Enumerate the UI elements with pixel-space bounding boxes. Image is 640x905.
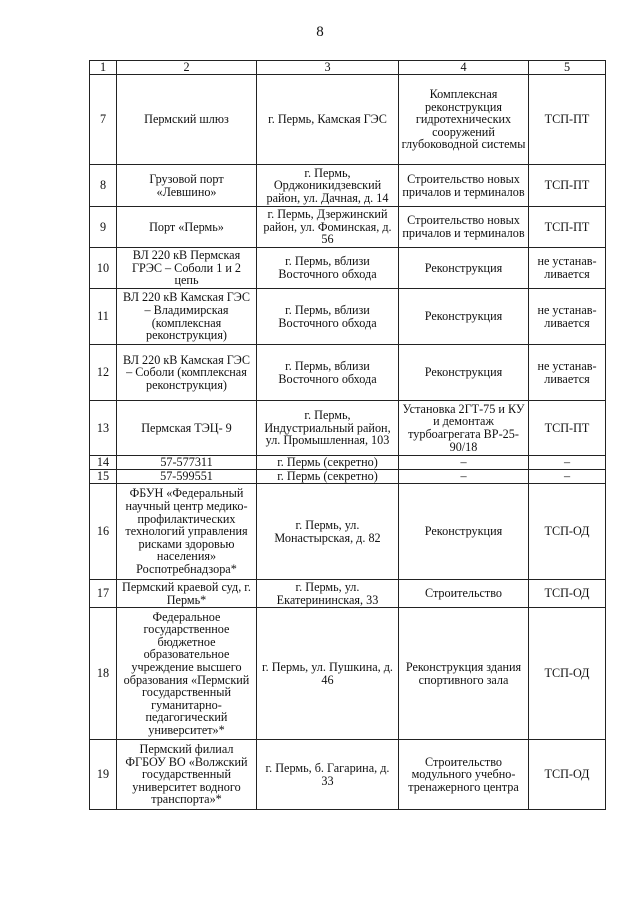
object-location: г. Пермь (секретно) (257, 470, 399, 484)
header-cell: 1 (90, 61, 117, 75)
object-name: Пермский филиал ФГБОУ ВО «Волжский государственный университет водного транспорта»* (117, 740, 257, 810)
row-number: 19 (90, 740, 117, 810)
category: ТСП-ОД (529, 484, 606, 580)
object-location: г. Пермь, вблизи Восточного обхода (257, 248, 399, 289)
category: не устанав-ливается (529, 248, 606, 289)
table-row (90, 484, 606, 580)
row-number: 9 (90, 207, 117, 248)
table-row (90, 345, 606, 401)
row-number: 17 (90, 580, 117, 608)
category: ТСП-ПТ (529, 75, 606, 165)
object-location: г. Пермь, б. Гагарина, д. 33 (257, 740, 399, 810)
work-type: Реконструкция (399, 289, 529, 345)
work-type: Строительство новых причалов и терминалов (399, 207, 529, 248)
object-location: г. Пермь, Дзержинский район, ул. Фоминская, д. 56 (257, 207, 399, 248)
table-row (90, 248, 606, 289)
category: – (529, 470, 606, 484)
object-name: Пермская ТЭЦ- 9 (117, 401, 257, 456)
table-row (90, 289, 606, 345)
work-type: Реконструкция здания спортивного зала (399, 608, 529, 740)
object-name: ВЛ 220 кВ Камская ГЭС – Соболи (комплексная реконструкция) (117, 345, 257, 401)
category: ТСП-ОД (529, 740, 606, 810)
row-number: 10 (90, 248, 117, 289)
work-type: – (399, 456, 529, 470)
row-number: 12 (90, 345, 117, 401)
header-cell: 4 (399, 61, 529, 75)
category: ТСП-ОД (529, 580, 606, 608)
table-row (90, 75, 606, 165)
row-number: 18 (90, 608, 117, 740)
object-location: г. Пермь, Индустриальный район, ул. Промышленная, 103 (257, 401, 399, 456)
object-location: г. Пермь, вблизи Восточного обхода (257, 345, 399, 401)
table-row (90, 207, 606, 248)
category: не устанав-ливается (529, 289, 606, 345)
object-location: г. Пермь, Орджоникидзевский район, ул. Дачная, д. 14 (257, 165, 399, 207)
header-cell: 3 (257, 61, 399, 75)
row-number: 11 (90, 289, 117, 345)
object-name: ВЛ 220 кВ Пермская ГРЭС – Соболи 1 и 2 цепь (117, 248, 257, 289)
row-number: 14 (90, 456, 117, 470)
table-row (90, 456, 606, 470)
object-name: ФБУН «Федеральный научный центр медико-профилактических технологий управления рисками здоровью населения» Роспотребнадзора* (117, 484, 257, 580)
table-row (90, 580, 606, 608)
work-type: Установка 2ГТ-75 и КУ и демонтаж турбоагрегата ВР-25-90/18 (399, 401, 529, 456)
object-name: Пермский краевой суд, г. Пермь* (117, 580, 257, 608)
object-name: Пермский шлюз (117, 75, 257, 165)
row-number: 8 (90, 165, 117, 207)
table-row (90, 740, 606, 810)
row-number: 15 (90, 470, 117, 484)
table-row (90, 165, 606, 207)
header-cell: 5 (529, 61, 606, 75)
work-type: Реконструкция (399, 345, 529, 401)
page-number: 8 (316, 24, 324, 40)
work-type: Строительство модульного учебно-тренажерного центра (399, 740, 529, 810)
category: ТСП-ПТ (529, 207, 606, 248)
object-name: ВЛ 220 кВ Камская ГЭС – Владимирская (комплексная реконструкция) (117, 289, 257, 345)
object-name: Грузовой порт «Левшино» (117, 165, 257, 207)
category: не устанав-ливается (529, 345, 606, 401)
table-row (90, 608, 606, 740)
object-location: г. Пермь, ул. Екатерининская, 33 (257, 580, 399, 608)
table-header-row (90, 61, 606, 75)
object-name: Порт «Пермь» (117, 207, 257, 248)
object-name: 57-599551 (117, 470, 257, 484)
work-type: Реконструкция (399, 484, 529, 580)
work-type: – (399, 470, 529, 484)
object-location: г. Пермь, ул. Пушкина, д. 46 (257, 608, 399, 740)
table-row (90, 401, 606, 456)
object-location: г. Пермь, Камская ГЭС (257, 75, 399, 165)
category: ТСП-ПТ (529, 165, 606, 207)
objects-table (89, 60, 606, 810)
header-cell: 2 (117, 61, 257, 75)
row-number: 16 (90, 484, 117, 580)
object-location: г. Пермь, ул. Монастырская, д. 82 (257, 484, 399, 580)
table-row (90, 470, 606, 484)
work-type: Строительство новых причалов и терминалов (399, 165, 529, 207)
row-number: 13 (90, 401, 117, 456)
work-type: Реконструкция (399, 248, 529, 289)
object-location: г. Пермь, вблизи Восточного обхода (257, 289, 399, 345)
work-type: Строительство (399, 580, 529, 608)
object-name: 57-577311 (117, 456, 257, 470)
category: ТСП-ОД (529, 608, 606, 740)
row-number: 7 (90, 75, 117, 165)
work-type: Комплексная реконструкция гидротехнических сооружений глубоководной системы (399, 75, 529, 165)
category: ТСП-ПТ (529, 401, 606, 456)
object-location: г. Пермь (секретно) (257, 456, 399, 470)
object-name: Федеральное государственное бюджетное образовательное учреждение высшего образования «Пермский государственный гуманитарно-педагогический университет»* (117, 608, 257, 740)
category: – (529, 456, 606, 470)
